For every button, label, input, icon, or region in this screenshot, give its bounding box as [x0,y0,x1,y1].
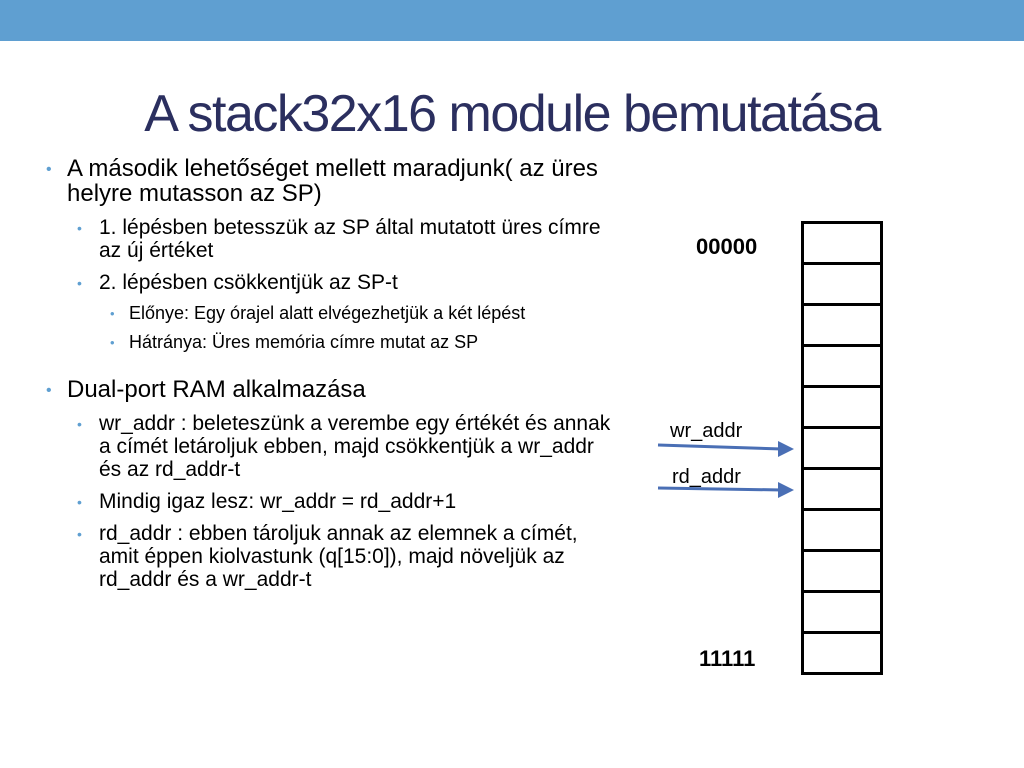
top-address-label: 00000 [696,234,758,259]
bottom-address-label: 11111 [699,646,756,671]
slide-title: A stack32x16 module bemutatása [144,85,880,143]
bullet-text: Mindig igaz lesz: wr_addr = rd_addr+1 [99,490,457,513]
bullet-icon: • [77,526,82,542]
bullet-icon: • [110,335,115,350]
bullet-icon: • [46,382,52,399]
bullet-icon: • [110,306,115,321]
bullet-text: wr_addr : beleteszünk a verembe egy értékét és annak a címét letároljuk ebben, majd csökkentjük a wr_addr és az rd_addr-t [99,412,611,481]
bullet-text: 2. lépésben csökkentjük az SP-t [99,271,398,294]
bullet-text: Előnye: Egy órajel alatt elvégezhetjük a két lépést [129,303,526,323]
rd-addr-label: rd_addr [672,466,741,488]
bullet-text: A második lehetőséget mellett maradjunk( az üres helyre mutasson az SP) [67,155,598,207]
bullet-icon: • [77,416,82,432]
bullet-text: Dual-port RAM alkalmazása [67,376,366,403]
bullet-icon: • [46,161,52,178]
bullet-icon: • [77,494,82,510]
bullet-icon: • [77,220,82,236]
wr-addr-arrow-icon [658,441,794,457]
bullet-text: rd_addr : ebben tároljuk annak az elemnek a címét, amit éppen kiolvastunk (q[15:0]), majd növeljük az rd_addr és a wr_addr-t [99,522,578,591]
wr-addr-label: wr_addr [670,420,743,442]
rd-addr-arrow-icon [658,482,794,498]
bullet-text: 1. lépésben betesszük az SP által mutatott üres címre az új értéket [99,216,601,262]
bullet-text: Hátránya: Üres memória címre mutat az SP [129,332,479,352]
bullet-icon: • [77,275,82,291]
